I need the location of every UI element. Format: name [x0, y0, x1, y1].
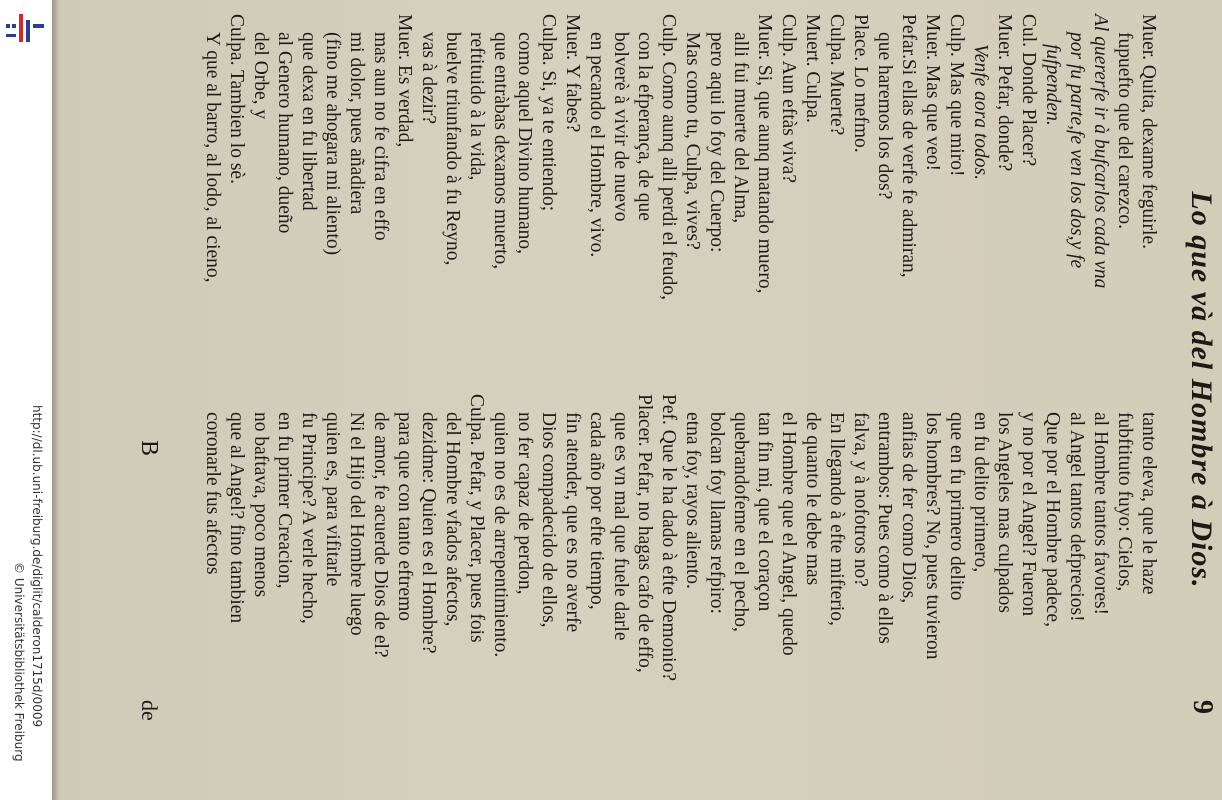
- verse-line: al Genero humano, dueño: [274, 32, 295, 234]
- verse-line: Placer. Pefar, no hagas cafo de effo,: [634, 394, 655, 673]
- verse-line: que entràbas dexamos muerto,: [490, 32, 511, 270]
- verse-line: del Orbe, y: [250, 32, 271, 120]
- verse-line: alli fui muerte del Alma,: [730, 32, 751, 224]
- signature-mark: B: [136, 440, 162, 457]
- verse-line: en pecando el Hombre, vivo.: [586, 32, 607, 258]
- verse-line: quebrandofeme en el pecho,: [730, 412, 751, 632]
- verse-line: fu Principe? A verle hecho,: [298, 412, 319, 624]
- verse-line: no baftava, poco menos: [250, 412, 271, 598]
- verse-line: que es vn mal que fuele darle: [610, 412, 631, 641]
- running-title: Lo que và del Hombre à Dios.: [1185, 191, 1218, 589]
- verse-line: quien es, para vifitarle: [322, 412, 343, 587]
- page-content: [52, 10, 1222, 790]
- verse-line: para que con tanto eftremo: [394, 412, 415, 621]
- verse-line: Muer. Mas que veo!: [922, 14, 943, 172]
- verse-line: Muer. Si, que aunq matando muero,: [754, 14, 775, 294]
- verse-line: coronarle fus afectos: [202, 412, 223, 575]
- scanned-page: [52, 0, 1222, 800]
- verse-line: como aquel Divino humano,: [514, 32, 535, 255]
- stage-direction: Venfe aora todos.: [970, 44, 991, 180]
- verse-line: En llegando à efte mifterio,: [826, 412, 847, 626]
- verse-line: Muert. Culpa.: [802, 14, 823, 123]
- verse-line: Muer. Y fabes?: [562, 14, 583, 133]
- verse-line: vas à dezir?: [418, 32, 439, 125]
- verse-line: tanto eleva, que le haze: [1138, 412, 1159, 595]
- verse-line: de quanto le debe mas: [802, 412, 823, 586]
- verse-line: los hombres? No, pues tuvieron: [922, 412, 943, 660]
- verse-line: fubftituto fuyo: Cielos,: [1114, 412, 1135, 592]
- verse-line: Place. Lo mefmo.: [850, 14, 871, 153]
- verse-line: Pefar.Si ellas de verfe fe admiran,: [898, 14, 919, 278]
- copyright-notice: © Universitätsbibliothek Freiburg: [12, 562, 26, 762]
- verse-line: Que por el Hombre padece,: [1042, 412, 1063, 627]
- verse-line: pero aqui lo foy del Cuerpo:: [706, 32, 727, 253]
- verse-line: fin atender, que es no averfe: [562, 412, 583, 633]
- verse-line: Ni el Hijo del Hombre luego: [346, 412, 367, 636]
- page-header: [1168, 10, 1218, 790]
- verse-line: que en fu primero delito: [946, 412, 967, 601]
- verse-line: Culp. Como aunq alli perdi el feudo,: [658, 14, 679, 300]
- verse-line: Culpa. Si, ya te entiendo;: [538, 14, 559, 212]
- source-url[interactable]: http://dl.ub.uni-freiburg.de/diglit/calderon1715d/0009: [30, 405, 44, 728]
- verse-line: buelve triunfando à fu Reyno,: [442, 32, 463, 266]
- verse-line: que haremos los dos?: [874, 32, 895, 200]
- verse-line: bolcan foy llamas refpiro:: [706, 412, 727, 614]
- verse-line: en fu primer Creacion,: [274, 412, 295, 589]
- verse-line: mas aun no fe cifra en effo: [370, 32, 391, 241]
- viewer-sidebar: [0, 0, 52, 800]
- verse-line: anfias de fer como Dios,: [898, 412, 919, 604]
- verse-line: tan fin mi, que el coraçon: [754, 412, 775, 612]
- stage-direction: Al quererfe ir à bufcarlos cada vna: [1090, 14, 1111, 289]
- verse-line: en fu delito primero,: [970, 412, 991, 573]
- page-footer: [122, 10, 162, 790]
- text-column-left: [200, 14, 1160, 359]
- verse-line: Culpa. Muerte?: [826, 14, 847, 136]
- verse-line: no fer capaz de perdon,: [514, 412, 535, 595]
- verse-line: bolverè à vivir de nuevo: [610, 32, 631, 222]
- verse-line: dezidme: Quien es el Hombre?: [418, 412, 439, 654]
- verse-line: Mas como tu, Culpa, vives?: [682, 32, 703, 250]
- verse-line: Culp. Aun eftàs viva?: [778, 14, 799, 183]
- verse-line: los Angeles mas culpados: [994, 412, 1015, 613]
- verse-line: Culpa. Tambien lo sè.: [226, 14, 247, 184]
- catchword: de: [137, 700, 162, 721]
- verse-line: Pef. Que le ha dado à efte Demonio?: [658, 394, 679, 681]
- verse-line: mi dolor, pues añadiera: [346, 32, 367, 215]
- stage-direction: por fu parte,fe ven los dos,y fe: [1066, 32, 1087, 269]
- verse-line: Y que al barro, al lodo, al cieno,: [202, 32, 223, 283]
- verse-line: Culp. Mas que miro!: [946, 14, 967, 177]
- verse-line: Cul. Donde Placer?: [1018, 14, 1039, 167]
- verse-line: Culpa. Pefar, y Placer, pues fois: [466, 394, 487, 643]
- verse-line: Dios compadecido de ellos,: [538, 412, 559, 628]
- verse-line: falva, y à nofotros no?: [850, 412, 871, 587]
- verse-line: al Hombre tantos favores!: [1090, 412, 1111, 616]
- verse-line: que dexa en fu libertad: [298, 32, 319, 211]
- verse-line: con la efperança, de que: [634, 32, 655, 221]
- verse-line: y no por el Angel? Fueron: [1018, 412, 1039, 617]
- verse-line: que al Angel? fino tambien: [226, 412, 247, 624]
- verse-line: el Hombre que el Angel, quedo: [778, 412, 799, 656]
- stage-direction: fufpenden.: [1042, 44, 1063, 126]
- verse-line: entrambos: Pues como à ellos: [874, 412, 895, 644]
- verse-line: de amor, fe acuerde Dios de el?: [370, 412, 391, 658]
- verse-line: etna foy, rayos aliento.: [682, 412, 703, 589]
- verse-line: Muer. Pefar, donde?: [994, 14, 1015, 172]
- verse-line: Muer. Es verdad,: [394, 14, 415, 148]
- verse-line: fupuefto que del carezco.: [1114, 32, 1135, 230]
- verse-line: reftituido à la vida,: [466, 32, 487, 181]
- verse-line: (fino me ahogara mi aliento): [322, 32, 343, 256]
- page-number: 9: [1187, 700, 1218, 714]
- verse-line: al Angel tantos defprecios!: [1066, 412, 1087, 622]
- library-logo-icon: [6, 14, 44, 52]
- verse-line: cada año por efte tiempo,: [586, 412, 607, 610]
- verse-line: quien no es de arrepentimiento.: [490, 412, 511, 658]
- text-column-right: [200, 394, 1160, 739]
- verse-line: del Hombre vfados afectos,: [442, 412, 463, 627]
- verse-line: Muer. Quita, dexame feguirle.: [1138, 14, 1159, 249]
